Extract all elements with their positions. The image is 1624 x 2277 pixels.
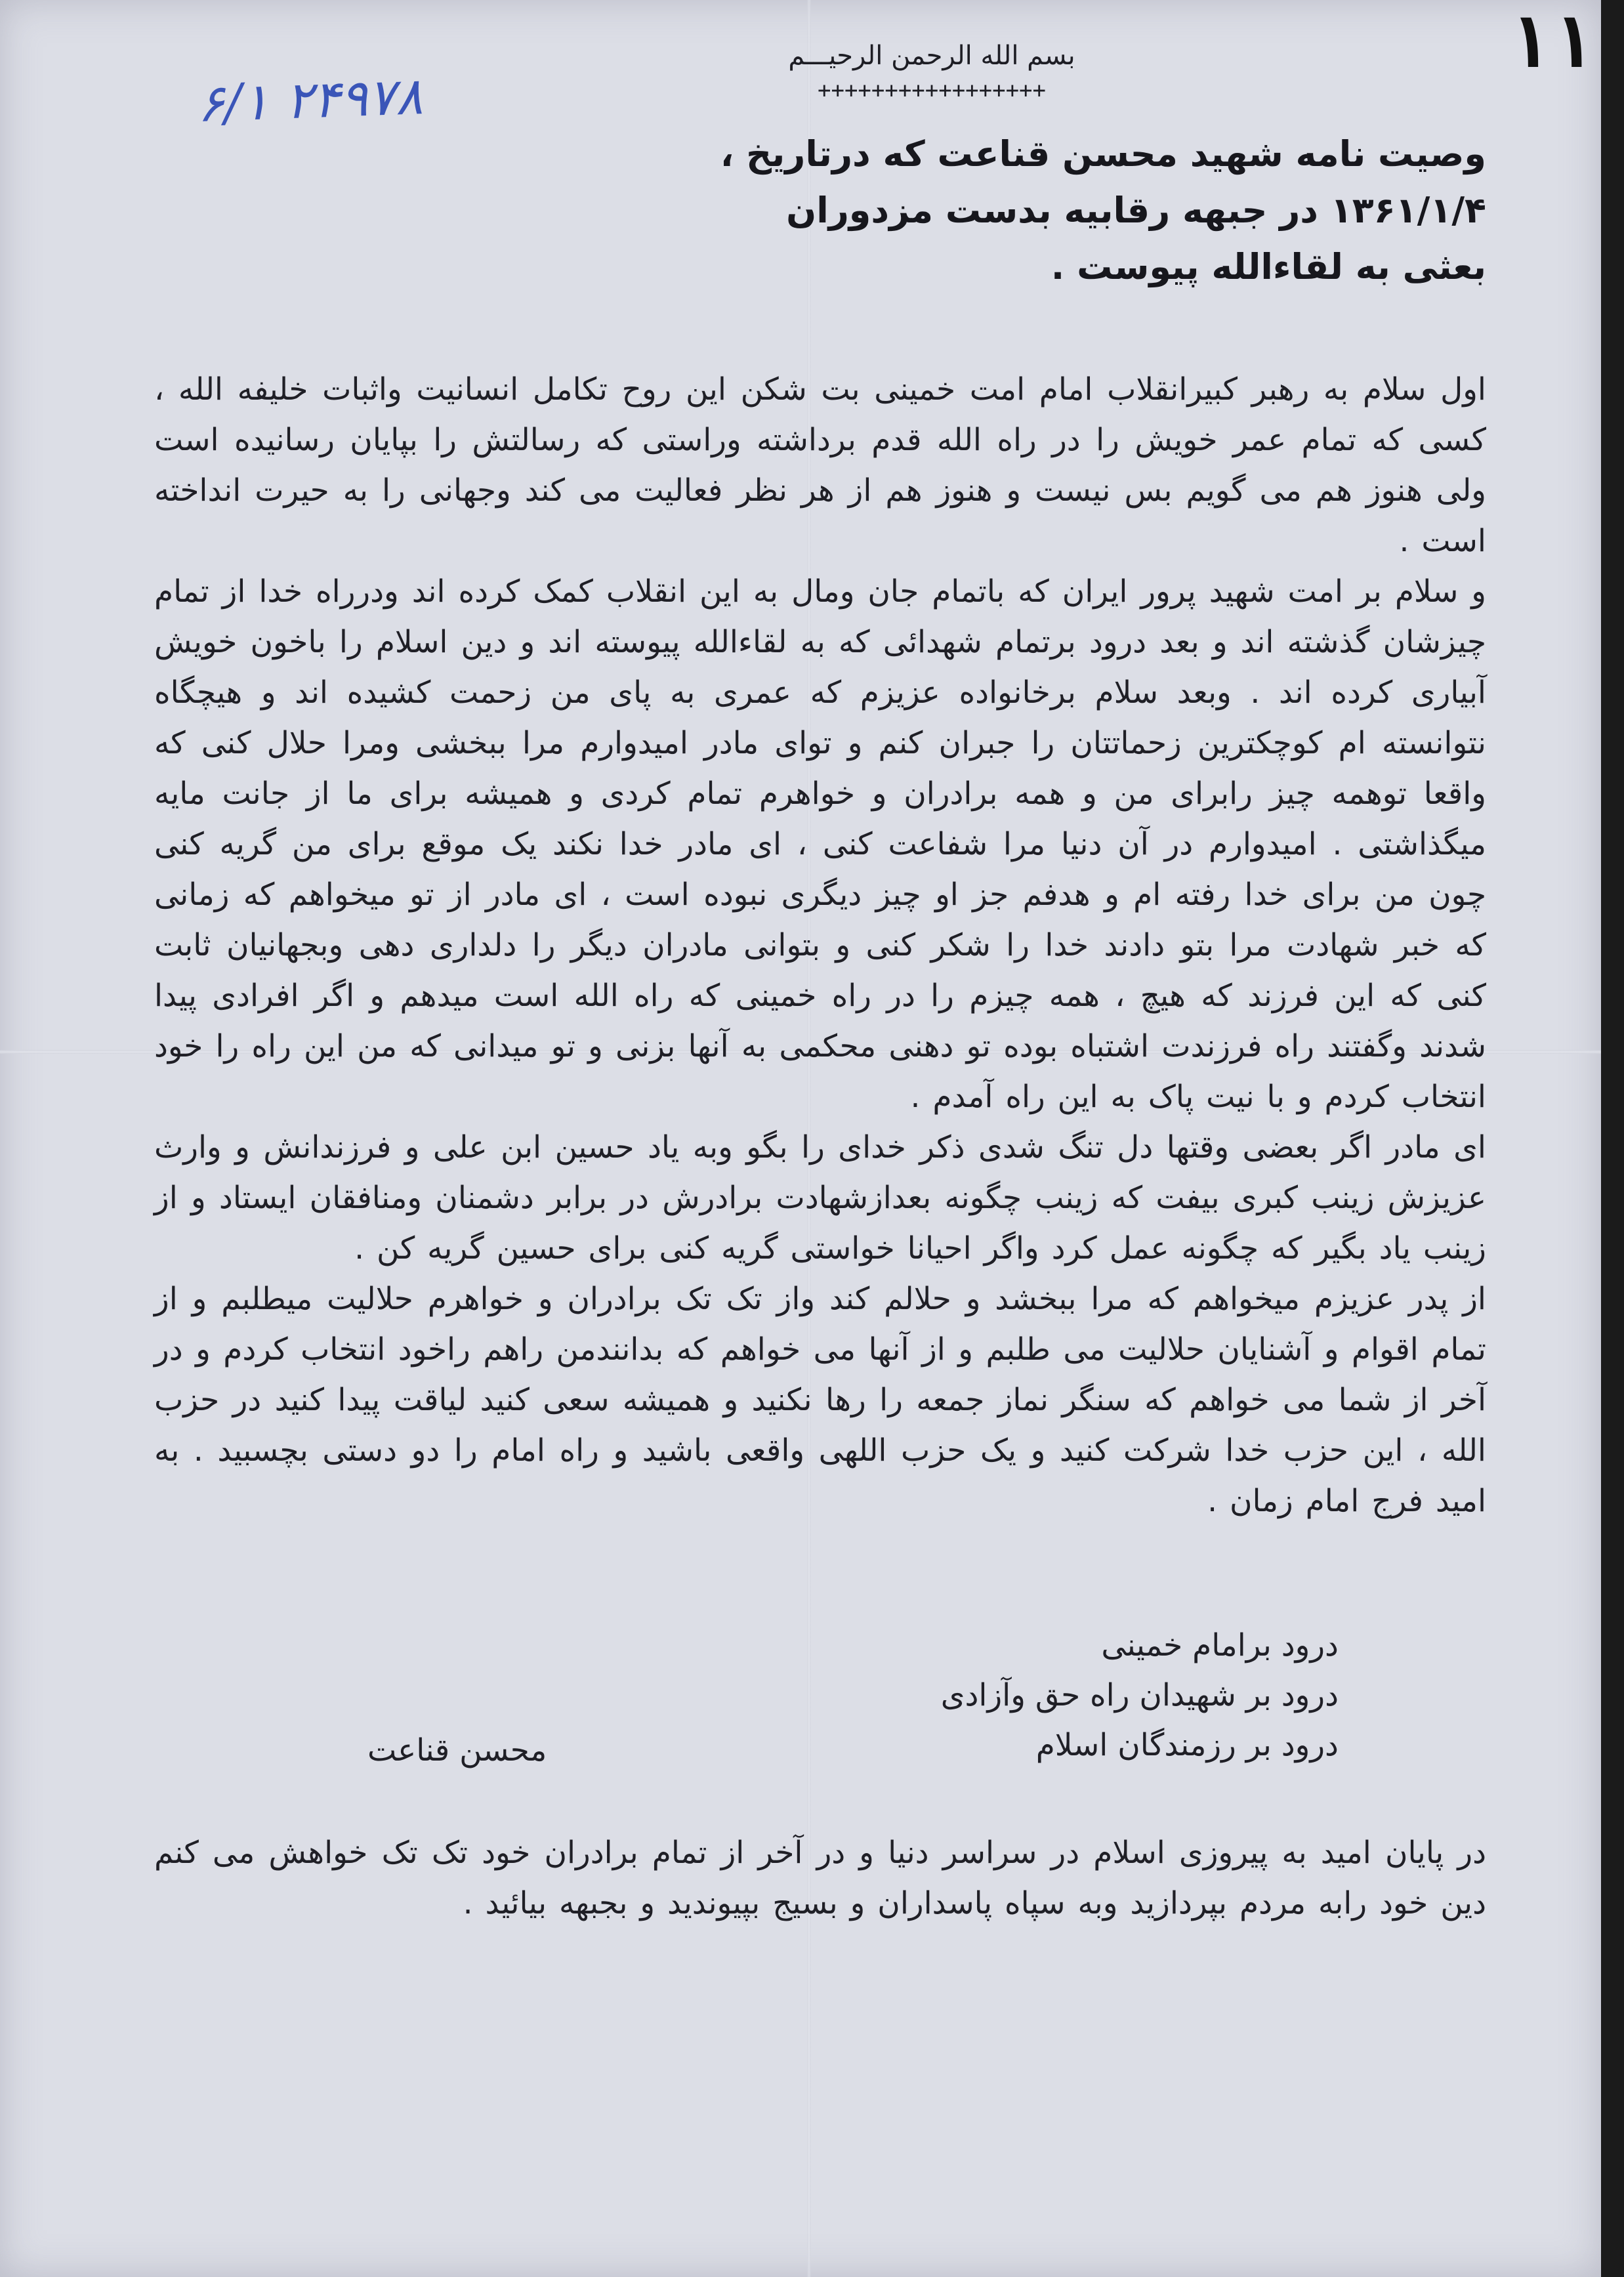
- letter-heading: [568, 133, 1486, 306]
- letter-body: [154, 364, 1486, 1526]
- heading-line: بعثی به لقاءالله پیوست .: [1051, 246, 1486, 287]
- heading-line: وصیت نامه شهید محسن قناعت که درتاریخ ،: [720, 133, 1486, 175]
- signature-name: محسن قناعت: [367, 1732, 547, 1768]
- heading-line: ۱۳۶۱/۱/۴ در جبهه رقابیه بدست مزدوران: [786, 190, 1486, 231]
- closing-line: درود بر رزمندگان اسلام: [1035, 1727, 1339, 1763]
- closing-line: درود بر شهیدان راه حق وآزادی: [940, 1677, 1339, 1713]
- header-ornament: +++++++++++++++++: [818, 77, 1046, 104]
- paragraph: ای مادر اگر بعضی وقتها دل تنگ شدی ذکر خدای را بگو وبه یاد حسین ابن علی و فرزندانش و وارث عزیزش زینب کبری بیفت که زینب چگونه بعدازشهادت برادرش در برابر دشمنان ومنافقان ایستاد و از زینب یاد بگیر که چگونه عمل کرد واگر احیانا خواستی گریه کنی برای حسین گریه کن .: [154, 1129, 1486, 1266]
- handwritten-reference-number: ۶/۱ ۲۴۹۷۸: [196, 67, 424, 134]
- paragraph: اول سلام به رهبر کبیرانقلاب امام امت خمینی بت شکن این روح تکامل انسانیت واثبات خلیفه الله ، کسی که تمام عمر خویش را در راه الله قدم برداشته وراستی که رسالتش را بپایان رسانیده است ولی هنوز هم می گویم بس نیست و هنوز هم از هر نظر فعالیت می کند وجهانی را به حیرت انداخته است .: [154, 371, 1486, 559]
- closing-line: درود برامام خمینی: [1101, 1627, 1339, 1663]
- corner-mark: ۱۱: [1507, 0, 1594, 84]
- paragraph: و سلام بر امت شهید پرور ایران که باتمام جان ومال به این انقلاب کمک کرده اند ودرراه خدا از تمام چیزشان گذشته اند و بعد درود برتمام شهدائی که به لقاءالله پیوسته اند و دین اسلام را باخون خویش آبیاری کرده اند . وبعد سلام برخانواده عزیزم که عمری به پای من زحمت کشیده اند و هیچگاه نتوانسته ام کوچکترین زحماتتان را جبران کنم و توای مادر امیدوارم مرا ببخشی ومرا حلال کنی که واقعا توهمه چیز رابرای من و همه برادران و خواهرم تمام کردی و همیشه برای ما از جانت مایه میگذاشتی . امیدوارم در آن دنیا مرا شفاعت کنی ، ای مادر خدا نکند یک موقع برای من گریه کنی چون من برای خدا رفته ام و هدفم جز او چیز دیگری نبوده است ، ای مادر از تو میخواهم که زمانی که خبر شهادت مرا بتو دادند خدا را شکر کنی و بتوانی مادران دیگر را دلداری دهی وبجهانیان ثابت کنی که این فرزند که هیچ ، همه چیزم را در راه خمینی که راه الله است میدهم و اگر افرادی پیدا شدند وگفتند راه فرزندت اشتباه بوده تو دهنی محکمی به آنها بزنی و تو میدانی که من این راه را خود انتخاب کردم و با نیت پاک به این راه آمدم .: [154, 574, 1486, 1115]
- bismillah-header: بسم الله الرحمن الرحیـــم: [788, 41, 1075, 71]
- closing-salutations: [682, 1621, 1339, 1770]
- paragraph: از پدر عزیزم میخواهم که مرا ببخشد و حلالم کند واز تک تک برادران و خواهرم حلالیت میطلبم و از تمام اقوام و آشنایان حلالیت می طلبم و از آنها می خواهم که بدانندمن راهم راخود انتخاب کردم و در آخر از شما می خواهم که سنگر نماز جمعه را رها نکنید و همیشه سعی کنید لیاقت پیدا کنید در حزب الله ، این حزب خدا شرکت کنید و یک حزب اللهی واقعی باشید و راه امام را دو دستی بچسبید . به امید فرج امام زمان .: [154, 1281, 1486, 1519]
- postscript: در پایان امید به پیروزی اسلام در سراسر دنیا و در آخر از تمام برادران خود تک تک خواهش می کنم دین خود رابه مردم بپردازید وبه سپاه پاسداران و بسیج بپیوندید و بجبهه بیائید .: [154, 1835, 1486, 1921]
